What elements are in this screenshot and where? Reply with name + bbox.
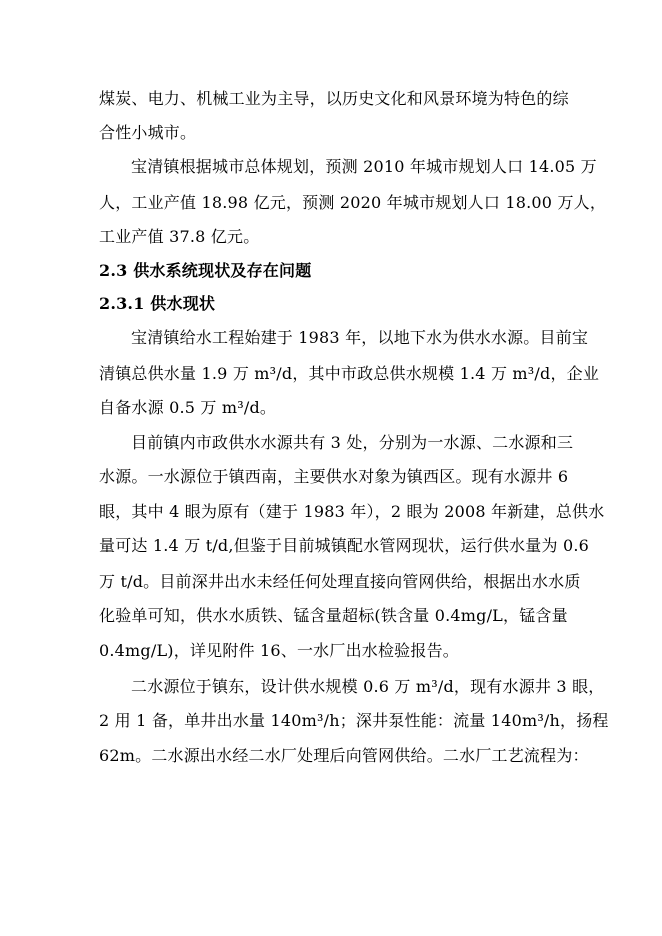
text-line-3: 宝清镇根据城市总体规划，预测 2010 年城市规划人口 14.05 万 [131,157,597,176]
text-line-10: 自备水源 0.5 万 m³/d。 [99,398,277,417]
text-line-14: 量可达 1.4 万 t/d,但鉴于目前城镇配水管网现状，运行供水量为 0.6 [99,536,589,555]
section-heading-2-3-1: 2.3.1 供水现状 [99,294,216,313]
text-line-9: 清镇总供水量 1.9 万 m³/d，其中市政总供水规模 1.4 万 m³/d，企业 [99,364,600,383]
text-line-12: 水源。一水源位于镇西南，主要供水对象为镇西区。现有水源井 6 [99,467,569,486]
text-line-16: 化验单可知，供水水质铁、锰含量超标(铁含量 0.4mg/L，锰含量 [99,606,568,625]
text-line-13: 眼，其中 4 眼为原有（建于 1983 年），2 眼为 2008 年新建，总供水 [99,502,605,521]
text-line-1: 煤炭、电力、机械工业为主导，以历史文化和风景环境为特色的综 [99,89,569,108]
text-line-19: 2 用 1 备，单井出水量 140m³/h；深井泵性能：流量 140m³/h，扬程 [99,711,609,730]
text-line-11: 目前镇内市政供水水源共有 3 处，分别为一水源、二水源和三 [131,433,574,452]
text-line-15: 万 t/d。目前深井出水未经任何处理直接向管网供给，根据出水水质 [99,572,581,591]
text-line-2: 合性小城市。 [99,123,197,142]
text-line-8: 宝清镇给水工程始建于 1983 年，以地下水为供水水源。目前宝 [131,328,589,347]
section-heading-2-3: 2.3 供水系统现状及存在问题 [99,261,312,280]
text-line-17: 0.4mg/L)，详见附件 16、一水厂出水检验报告。 [99,641,459,660]
text-line-18: 二水源位于镇东，设计供水规模 0.6 万 m³/d，现有水源井 3 眼， [131,677,605,696]
text-line-20: 62m。二水源出水经二水厂处理后向管网供给。二水厂工艺流程为： [99,746,589,765]
text-line-4: 人，工业产值 18.98 亿元，预测 2020 年城市规划人口 18.00 万人， [99,193,607,212]
text-line-5: 工业产值 37.8 亿元。 [99,227,260,246]
